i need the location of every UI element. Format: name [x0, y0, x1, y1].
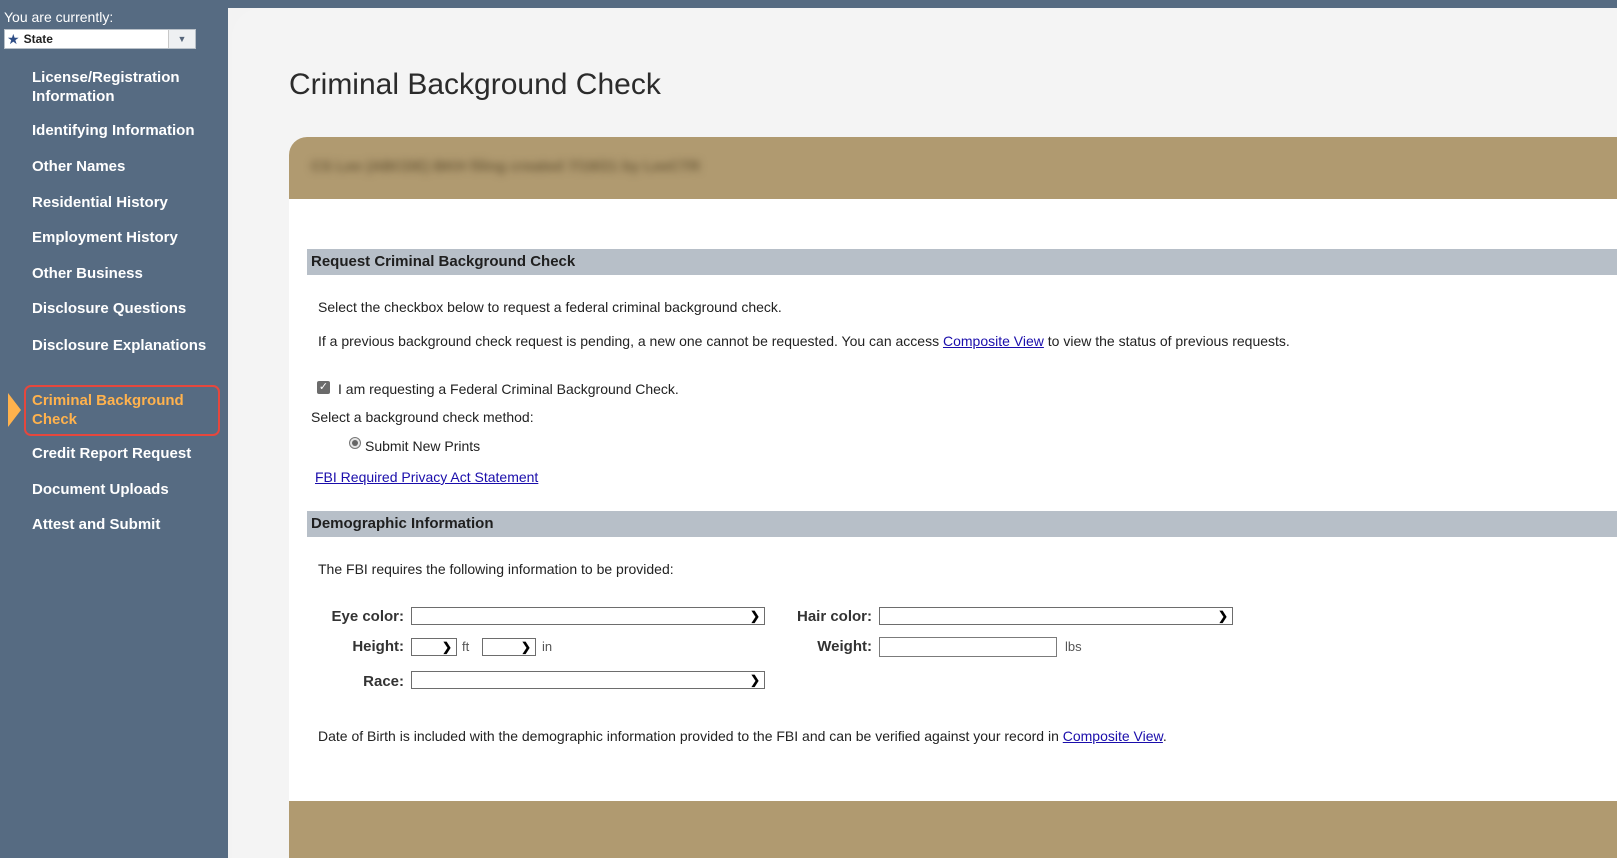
pending-note-prefix: If a previous background check request is pending, a new one cannot be requested. You can access — [318, 333, 943, 349]
top-band — [228, 0, 1617, 8]
chevron-down-icon: ❯ — [1217, 609, 1228, 623]
sidebar-item-disclosure-questions[interactable]: Disclosure Questions — [32, 300, 187, 317]
mode-select[interactable] — [4, 29, 196, 49]
federal-check-label: I am requesting a Federal Criminal Background Check. — [338, 381, 679, 397]
dob-note — [318, 728, 1167, 744]
section-header-demographic: Demographic Information — [307, 511, 1617, 537]
sidebar — [0, 0, 228, 858]
dob-note-prefix: Date of Birth is included with the demographic information provided to the FBI and can be verified against your record in — [318, 728, 1063, 744]
race-label: Race: — [363, 673, 404, 690]
height-inches-select[interactable] — [482, 638, 536, 656]
method-prompt: Select a background check method: — [311, 409, 534, 425]
sidebar-item-credit-report-request[interactable]: Credit Report Request — [32, 445, 192, 462]
composite-view-link[interactable]: Composite View — [942, 333, 1044, 349]
ft-unit: ft — [462, 639, 470, 654]
eye-color-label: Eye color: — [331, 608, 404, 625]
sidebar-item-other-names[interactable]: Other Names — [32, 158, 126, 175]
mode-select-value: State — [23, 32, 53, 46]
chevron-down-icon: ❯ — [520, 640, 531, 654]
race-select[interactable] — [411, 671, 765, 689]
submit-new-prints-label: Submit New Prints — [365, 438, 481, 454]
sidebar-item-identifying-information[interactable]: Identifying Information — [32, 122, 195, 139]
currently-label: You are currently: — [4, 9, 114, 25]
submit-new-prints-radio[interactable] — [349, 437, 361, 449]
dob-note-suffix: . — [1162, 728, 1167, 744]
hair-color-label: Hair color: — [796, 608, 872, 625]
request-instruction: Select the checkbox below to request a federal criminal background check. — [318, 299, 782, 315]
sidebar-item-document-uploads[interactable]: Document Uploads — [32, 481, 169, 498]
height-feet-select[interactable] — [411, 638, 457, 656]
page-title: Criminal Background Check — [289, 68, 661, 101]
card-footer — [289, 801, 1617, 858]
in-unit: in — [542, 639, 553, 654]
card-header-title: CS Lee (ABCDE) BKH filing created 7/19/21 by LeeCTR — [311, 158, 701, 175]
eye-color-select[interactable] — [411, 607, 765, 625]
section-header-request: Request Criminal Background Check — [307, 249, 1617, 275]
pending-note — [318, 333, 1290, 349]
card-header — [289, 137, 1617, 199]
sidebar-item-attest-and-submit[interactable]: Attest and Submit — [32, 516, 161, 533]
lbs-unit: lbs — [1065, 639, 1082, 654]
sidebar-item-other-business[interactable]: Other Business — [32, 265, 143, 282]
privacy-act-link[interactable]: FBI Required Privacy Act Statement — [315, 469, 539, 485]
weight-label: Weight: — [817, 638, 872, 655]
federal-check-checkbox[interactable]: ✓ — [318, 381, 329, 393]
sidebar-item-license-registration[interactable]: License/Registration Information — [32, 69, 180, 105]
demographic-intro: The FBI requires the following information to be provided: — [318, 561, 674, 577]
hair-color-select[interactable] — [879, 607, 1233, 625]
pending-note-suffix: to view the status of previous requests. — [1043, 333, 1290, 349]
active-pointer-icon — [8, 393, 21, 427]
form-card — [289, 137, 1617, 858]
chevron-down-icon[interactable]: ▼ — [168, 30, 195, 48]
chevron-down-icon: ❯ — [441, 640, 452, 654]
star-icon: ★ — [7, 31, 20, 47]
sidebar-item-residential-history[interactable]: Residential History — [32, 194, 168, 211]
weight-input[interactable] — [879, 637, 1057, 657]
sidebar-item-disclosure-explanations[interactable]: Disclosure Explanations — [32, 337, 207, 354]
sidebar-item-employment-history[interactable]: Employment History — [32, 229, 178, 246]
height-label: Height: — [352, 638, 404, 655]
composite-view-link-dob[interactable]: Composite View — [1062, 728, 1163, 744]
chevron-down-icon: ❯ — [749, 673, 760, 687]
chevron-down-icon: ❯ — [749, 609, 760, 623]
sidebar-item-criminal-background-check[interactable]: Criminal Background Check — [32, 392, 184, 428]
